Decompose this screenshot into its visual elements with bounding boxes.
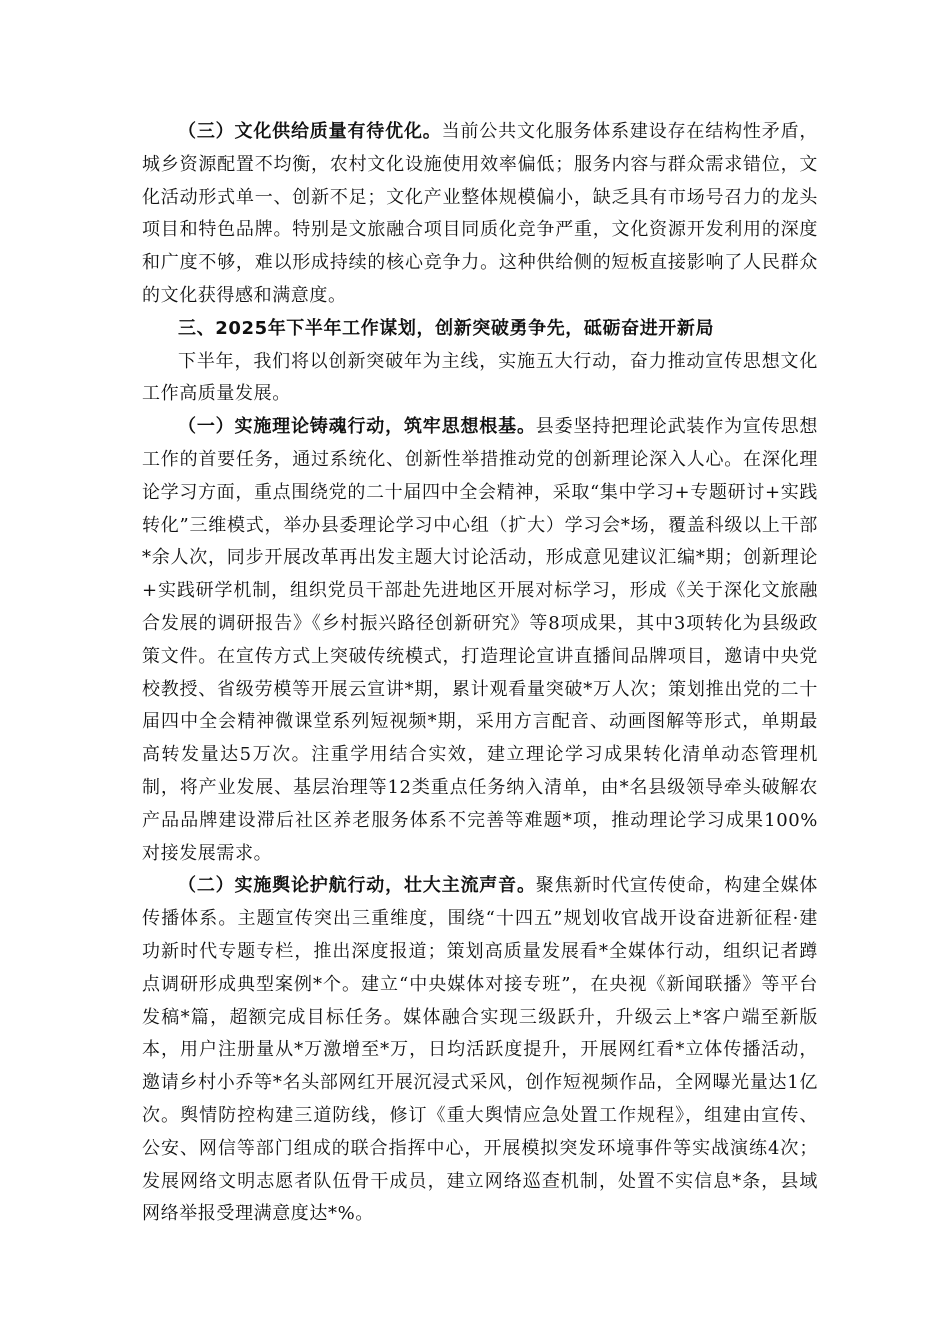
document-page bbox=[142, 116, 818, 1231]
paragraph-body: 聚焦新时代宣传使命，构建全媒体传播体系。主题宣传突出三重维度，围绕“十四五”规划收官战开设奋进新征程·建功新时代专题专栏，推出深度报道；策划高质量发展看*全媒体行动，组织记者蹲点调研形成典型案例*个。建立“中央媒体对接专班”，在央视《新闻联播》等平台发稿*篇，超额完成目标任务。媒体融合实现三级跃升，升级云上*客户端至新版本，用户注册量从*万激增至*万，日均活跃度提升，开展网红看*立体传播活动，邀请乡村小乔等*名头部网红开展沉浸式采风，创作短视频作品，全网曝光量达1亿次。舆情防控构建三道防线，修订《重大舆情应急处置工作规程》，组建由宣传、公安、网信等部门组成的联合指挥中心，开展模拟突发环境事件等实战演练4次；发展网络文明志愿者队伍骨干成员，建立网络巡查机制，处置不实信息*条，县域网络举报受理满意度达*%。 bbox=[142, 875, 819, 1225]
paragraph-heading: （一）实施理论铸魂行动，筑牢思想根基。 bbox=[178, 416, 536, 438]
paragraph-intro: 下半年，我们将以创新突破年为主线，实施五大行动，奋力推动宣传思想文化工作高质量发展。 bbox=[142, 350, 818, 405]
paragraph-opinion-action bbox=[142, 870, 818, 1231]
paragraph-theory-action bbox=[142, 411, 818, 870]
paragraph-culture-supply bbox=[142, 116, 818, 313]
paragraph-heading: （三）文化供给质量有待优化。 bbox=[178, 121, 442, 142]
paragraph-heading: （二）实施舆论护航行动，壮大主流声音。 bbox=[178, 875, 536, 897]
section-heading-plan: 三、2025年下半年工作谋划，创新突破勇争先，砥砺奋进开新局 bbox=[178, 317, 715, 339]
paragraph-body: 当前公共文化服务体系建设存在结构性矛盾，城乡资源配置不均衡，农村文化设施使用效率偏低；服务内容与群众需求错位，文化活动形式单一、创新不足；文化产业整体规模偏小，缺乏具有市场号召力的龙头项目和特色品牌。特别是文旅融合项目同质化竞争严重，文化资源开发利用的深度和广度不够，难以形成持续的核心竞争力。这种供给侧的短板直接影响了人民群众的文化获得感和满意度。 bbox=[142, 121, 818, 306]
paragraph-body: 县委坚持把理论武装作为宣传思想工作的首要任务，通过系统化、创新性举措推动党的创新理论深入人心。在深化理论学习方面，重点围绕党的二十届四中全会精神，采取“集中学习+专题研讨+实践转化”三维模式，举办县委理论学习中心组（扩大）学习会*场，覆盖科级以上干部*余人次，同步开展改革再出发主题大讨论活动，形成意见建议汇编*期；创新理论+实践研学机制，组织党员干部赴先进地区开展对标学习，形成《关于深化文旅融合发展的调研报告》《乡村振兴路径创新研究》等8项成果，其中3项转化为县级政策文件。在宣传方式上突破传统模式，打造理论宣讲直播间品牌项目，邀请中央党校教授、省级劳模等开展云宣讲*期，累计观看量突破*万人次；策划推出党的二十届四中全会精神微课堂系列短视频*期，采用方言配音、动画图解等形式，单期最高转发量达5万次。注重学用结合实效，建立理论学习成果转化清单动态管理机制，将产业发展、基层治理等12类重点任务纳入清单，由*名县级领导牵头破解农产品品牌建设滞后社区养老服务体系不完善等难题*项，推动理论学习成果100%对接发展需求。 bbox=[142, 416, 819, 864]
